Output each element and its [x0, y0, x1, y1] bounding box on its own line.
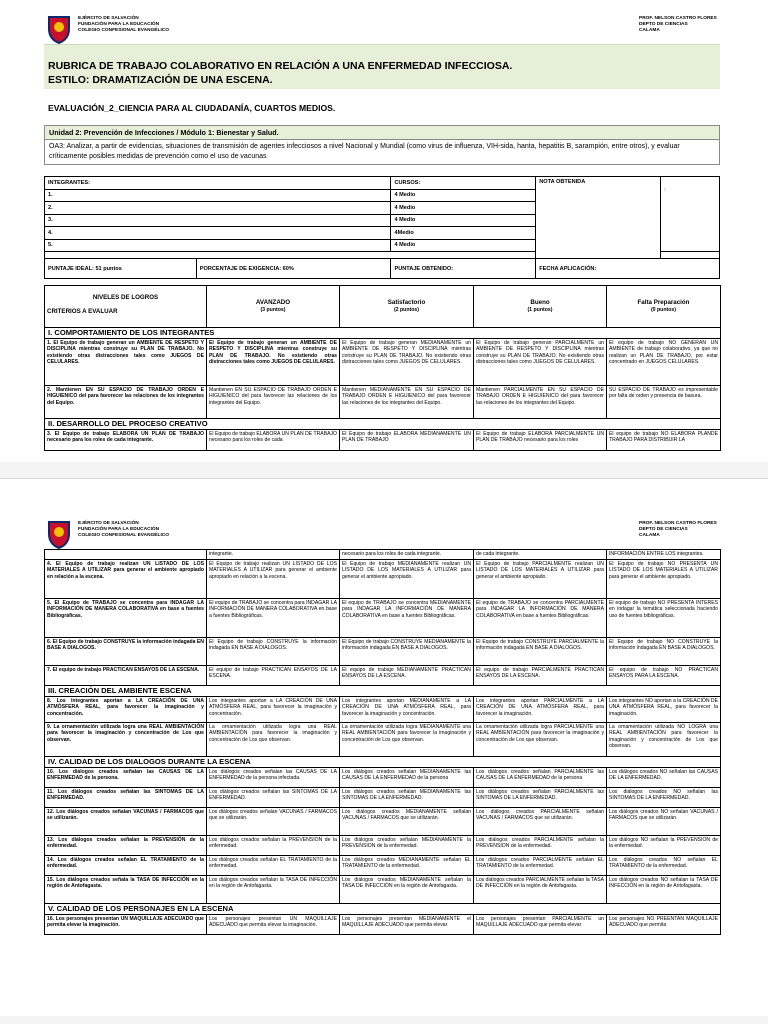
- criterion-11-satisfactorio: Los diálogos creados señalan MEDIANAMENTE las SINTOMAS DE LA ENFERMEDAD.: [340, 788, 474, 808]
- crest-logo-icon: [46, 14, 72, 44]
- title-line-2: ESTILO: DRAMATIZACIÓN DE UNA ESCENA.: [48, 74, 273, 86]
- criterion-5-bueno: El equipo de TRABAJO se concentra PARCIALMENTE para INDAGAR LA INFORMACIÓN DE MANERA COLABORATIVA en base a fuentes Bibliográficas.: [474, 599, 607, 638]
- criterion-7-falta: El equipo de trabajo NO PRACTICAN ENSAYOS PARA LA ESCENA.: [607, 666, 721, 686]
- criterion-1-avanzado: El Equipo de trabajo generan un AMBIENTE DE RESPETO Y DISCIPLINA mientras construye su PLAN DE TRABAJO. No existiendo otras distracciones tales como JUEGOS DE CELULARES.: [207, 339, 340, 386]
- criterion-4-bueno: El Equipo de trabajo PARCIALMENTE realizan UN LISTADO DE LOS MATERIALES A UTILIZAR para generar el ambiente apropiado.: [474, 560, 607, 599]
- header-line-2: FUNDACIÓN PARA LA EDUCACIÓN: [78, 22, 160, 27]
- criterion-14-falta: Los diálogos creados NO señalan EL TRATAMIENTO de la enfermedad.: [607, 856, 721, 876]
- criterion-16-falta: Los personajes NO PREENTAN MAQUILLAJE ADECUADO que permita: [607, 915, 721, 935]
- criterion-13: 13. Los diálogos creados señalan la PREVENSIÓN de la enfermedad.: [45, 836, 207, 856]
- curso-1: 4 Medio: [391, 189, 536, 202]
- criterion-2-avanzado: Mantienen EN SU ESPACIO DE TRABAJO ORDEN E HIGUIENICO del para favorecer las relaciones de los integrantes del Equipo.: [207, 386, 340, 419]
- curso-5: 4 Medio: [391, 239, 536, 252]
- criterion-10-falta: Los diálogos creados NO señalan las CAUSAS DE LA ENFERMEDAD.: [607, 768, 721, 788]
- criterion-15-satisfactorio: Los diálogos creados MEDIANAMENTE señalan la TASA DE INFECCIÓN en la región de Antofagasta.: [340, 876, 474, 904]
- criterion-13-bueno: Los diálogos creados PARCIALMENTE señalan la PREVENSION de la enfermedad.: [474, 836, 607, 856]
- criterion-6-avanzado: El Equipo de trabajo CONSTRUYE la información indagada EN BASE A DIALOGOS.: [207, 638, 340, 666]
- curso-4: 4Medio: [391, 227, 536, 240]
- criterion-1-falta: El equipo de trabajo NO GENERAN UN AMBIENTE de trabajo colaborativo, ya que no realizan un PLAN DE TRABAJO, por estar concentrado en JUEGOS CELULARES.: [607, 339, 721, 386]
- fecha-aplicacion[interactable]: FECHA APLICACIÓN:: [536, 259, 720, 279]
- criterion-11: 11. Los diálogos creados señalan las SINTOMAS DE LA ENFERMEDAD.: [45, 788, 207, 808]
- puntaje-ideal: PUNTAJE IDEAL: 51 puntos: [45, 259, 197, 279]
- criterion-2-falta: SU ESPACIO DE TRABAJO es impresentable por falta de orden y presencia de basura.: [607, 386, 721, 419]
- criterion-16: 16. Los personajes presentan UN MAQUILLAJE ADECUADO que permita elevar la imaginación.: [45, 915, 207, 935]
- criterion-3-falta-cont: INFORMACIÓN ENTRE LOS integrantes.: [607, 550, 721, 560]
- criterion-16-avanzado: Los personajes presentan UN MAQUILLAJE ADECUADO que permita elevar la imaginación.: [207, 915, 340, 935]
- teacher-header: [639, 521, 717, 539]
- criterion-6-falta: El Equipo de trabajo NO CONSTRUYE la información indagada EN BASE A DIALOGOS.: [607, 638, 721, 666]
- criterion-4-satisfactorio: El Equipo de trabajo MEDIANAMENTE realizan UN LISTADO DE LOS MATERIALES A UTILIZAR para generar el ambiente apropiado.: [340, 560, 474, 599]
- level-falta-pts: (0 puntos): [650, 306, 677, 313]
- student-row-5[interactable]: 5.: [45, 239, 391, 252]
- criterion-1: 1. El Equipo de trabajo generan un AMBIENTE DE RESPETO Y DISCIPLINA mientras construye su PLAN DE TRABAJO. No existiendo otras distracciones tales como JUEGOS DE CELULARES.: [45, 339, 207, 386]
- level-bueno-pts: (1 puntos): [527, 306, 553, 313]
- unit-box: [44, 125, 720, 165]
- unit-title: Unidad 2: Prevención de Infecciones / Módulo 1: Bienestar y Salud.: [45, 126, 719, 140]
- criterion-16-bueno: Los personajes presentan PARCIALMENTE un MAQUILLAJE ADECUADO que permita elevar: [474, 915, 607, 935]
- section-heading: V. CALIDAD DE LOS PERSONAJES EN LA ESCENA: [45, 904, 721, 915]
- criterion-11-falta: Los diálogos creados NO señalan las SINTOMAS DE LA ENFERMEDAD.: [607, 788, 721, 808]
- criterion-11-avanzado: Los diálogos creados señalan las SINTOMAS DE LA ENFERMEDAD.: [207, 788, 340, 808]
- criterion-13-satisfactorio: Los diálogos creados señalan MEDIANAMENTE la PREVENSION de la enfermedad.: [340, 836, 474, 856]
- criterion-9-bueno: La ornamentación utilizada logra PARCIALMENTE una REAL AMBIENTACIÓN para favorecer la imaginación y concentración de Los que observan.: [474, 723, 607, 757]
- criterion-14-avanzado: Los diálogos creados señalan EL TRATAMIENTO de la enfermedad.: [207, 856, 340, 876]
- section-heading: II. DESARROLLO DEL PROCESO CREATIVO: [45, 419, 721, 430]
- title-line-1: RUBRICA DE TRABAJO COLABORATIVO EN RELACIÓN A UNA ENFERMEDAD INFECCIOSA.: [48, 60, 513, 72]
- criterion-15-falta: Los diálogos creados NO señalan la TASA DE INFECCIÓN en la región de Antofagasta.: [607, 876, 721, 904]
- criterion-12-bueno: Los diálogos creados PARCIALMENTE señalan VACUNAS / FARMACOS que se utilizarán.: [474, 808, 607, 836]
- criterion-1-bueno: El Equipo de trabajo generan PARCIALMENTE un AMBIENTE DE RESPETO Y DISCIPLINA mientras construye su PLAN DE TRABAJO. No existiendo otras distracciones tales como JUEGOS DE CELULARES.: [474, 339, 607, 386]
- header-line-1: EJÉRCITO DE SALVACIÓN: [78, 16, 139, 21]
- criterion-3-avanzado-cont: integrante.: [207, 550, 340, 560]
- criterion-9-satisfactorio: La ornamentación utilizada logra MEDIANAMENTE una REAL AMBIENTACIÓN para favorecer la imaginación y concentración de Los que observan.: [340, 723, 474, 757]
- header-line-2: FUNDACIÓN PARA LA EDUCACIÓN: [78, 527, 160, 532]
- criterion-12: 12. Los diálogos creados señalan VACUNAS / FARMACOS que se utilizarán.: [45, 808, 207, 836]
- unit-objective: OA3: Analizar, a partir de evidencias, situaciones de transmisión de agentes infecciosos a nivel Nacional y Mundial (como virus de influenza, VIH-sida, hanta, hepatitis B, sarampión, entre otros), y evaluar críticamente posibles medidas de prevención como el uso de vacunas: [49, 143, 680, 160]
- header-line-3: COLEGIO CONFESIONAL EVANGÉLICO: [78, 533, 169, 538]
- criterion-14-satisfactorio: Los diálogos creados MEDIANAMENTE señalan EL TRATAMIENTO de la enfermedad.: [340, 856, 474, 876]
- criterion-15-bueno: Los diálogos creados PARCIALMENTE señalan la TASA DE INFECCIÓN en la región de Antofagasta.: [474, 876, 607, 904]
- criterion-9-avanzado: La ornamentación utilizada logra una REAL AMBIENTACIÓN para favorecer la imaginación y concentración de Los que observan.: [207, 723, 340, 757]
- criterion-3-avanzado: El Equipo de trabajo ELABORA UN PLAN DE TRABAJO necesario para los roles de cada: [207, 430, 340, 451]
- department: DEPTO DE CIENCIAS: [639, 22, 688, 27]
- criterion-9-falta: La ornamentación utilizada NO LOGRA una REAL AMBIENTACIÓN para favorecer la imaginación y concentración de Los que observan.: [607, 723, 721, 757]
- criterion-8-falta: Los integrantes NO aportan a la CREACIÓN DE UNA ATMÓSFERA REAL, para favorecer la imaginación.: [607, 697, 721, 723]
- criterion-2: 2. Mantienen EN SU ESPACIO DE TRABAJO ORDEN E HIGUIENICO del para favorecer las relaciones de los integrantes del Equipo.: [45, 386, 207, 419]
- criterion-6: 6. El Equipo de trabajo CONSTRUYE la información indagada EN BASE A DIALOGOS.: [45, 638, 207, 666]
- criterion-4-falta: El Equipo de trabajo NO PRESENTA UN LISTADO DE LOS MATERIALES A UTILIZAR para generar el ambiente apropiado.: [607, 560, 721, 599]
- criterion-3-bueno-cont: de cada integrante.: [474, 550, 607, 560]
- student-row-1[interactable]: 1.: [45, 189, 391, 202]
- porcentaje-exigencia: PORCENTAJE DE EXIGENCIA: 60%: [196, 259, 391, 279]
- criterion-3-satisfactorio: El Equipo de trabajo ELABORA MEDIANAMENTE UN PLAN DE TRABAJO: [340, 430, 474, 451]
- criterion-10-satisfactorio: Los diálogos creados señalan MEDIANAMENTE las CAUSAS DE LA ENFERMEDAD de la persona: [340, 768, 474, 788]
- criterion-12-avanzado: Los diálogos creados señalan VACUNAS / FARMACOS que se utilizarán.: [207, 808, 340, 836]
- section-heading: IV. CALIDAD DE LOS DIALOGOS DURANTE LA ESCENA: [45, 757, 721, 768]
- criterion-12-falta: Los diálogos creados NO señalan VACUNAS / FARMACOS que se utilizarán.: [607, 808, 721, 836]
- curso-3: 4 Medio: [391, 214, 536, 227]
- criterion-10-avanzado: Los diálogos creados señalan las CAUSAS DE LA ENFERMEDAD de la persona infectada.: [207, 768, 340, 788]
- level-bueno: Bueno: [530, 299, 550, 307]
- criterion-5-falta: El equipo de trabajo NO PRESENTA INTERES en indagar la temática seleccionada haciendo uso de fuentes bibliográficas.: [607, 599, 721, 638]
- criterion-8-avanzado: Los integrantes aportan a LA CREACIÓN DE UNA ATMÓSFERA REAL, para favorecer la imaginación y concentración.: [207, 697, 340, 723]
- student-row-4[interactable]: 4.: [45, 227, 391, 240]
- school-header: [46, 519, 169, 549]
- nota-label: NOTA OBTENIDA: [536, 177, 661, 259]
- criterion-3: 3. El Equipo de trabajo ELABORA UN PLAN DE TRABAJO necesario para los roles de cada integrante.: [45, 430, 207, 451]
- criterion-3-falta: El equipo de trabajo NO ELABORA PLANDE TRABAJO PARA DISTRIBUIR LA: [607, 430, 721, 451]
- niveles-label: NIVELES DE LOGROS: [92, 294, 159, 301]
- criterion-2-bueno: Mantienen PARCIALMENTE EN SU ESPACIO DE TRABAJO ORDEN E HIGUIENICO del para favorecer las relaciones de los integrantes del Equipo.: [474, 386, 607, 419]
- criterion-3-bueno: El Equipo de trabajo ELABORA PARCIALMENTE UN PLAN DE TRABAJO necesario para los roles: [474, 430, 607, 451]
- criterion-10-bueno: Los diálogos creados señalan PARCIALMENTE las CAUSAS DE LA ENFERMEDAD de la persona: [474, 768, 607, 788]
- criterion-2-satisfactorio: Mantienen MEDIANAMENTE EN SU ESPACIO DE TRABAJO ORDEN E HIGUIENICO del para favorecer las relaciones de los integrantes del Equipo.: [340, 386, 474, 419]
- criterion-1-satisfactorio: El Equipo de trabajo generan MEDIANAMENTE un AMBIENTE DE RESPETO Y DISCIPLINA mientras construye su PLAN DE TRABAJO. No existiendo otras distracciones tales como JUEGOS DE CELULARES.: [340, 339, 474, 386]
- level-avanzado-pts: (3 puntos): [260, 306, 286, 313]
- criterion-6-bueno: El Equipo de trabajo CONSTRUYE PARCIALMENTE la información indagada EN BASE A DIALOGOS.: [474, 638, 607, 666]
- puntaje-obtenido[interactable]: PUNTAJE OBTENIDO:: [391, 259, 536, 279]
- criterion-8: 8. Los integrantes aportan a LA CREACIÓN DE UNA ATMÓSFERA REAL, para favorecer la imaginación y concentración.: [45, 697, 207, 723]
- document-page-2: [0, 478, 768, 1024]
- criterion-7-satisfactorio: El equipo de trabajo MEDIANAMENTE PRACTICAN ENSAYOS DE LA ESCENA.: [340, 666, 474, 686]
- criterion-6-satisfactorio: El Equipo de trabajo CONSTRUYE MEDIANAMENTE la información indagada EN BASE A DIALOGOS.: [340, 638, 474, 666]
- student-row-3[interactable]: 3.: [45, 214, 391, 227]
- criterion-15-avanzado: Los diálogos creados señalan la TASA DE INFECCIÓN en la región de Antofagasta.: [207, 876, 340, 904]
- criterion-16-satisfactorio: Los personajes presentan MEDIANAMENTE el MAQUILLAJE ADECUADO que permita elevar: [340, 915, 474, 935]
- level-falta: Falta Preparación: [637, 299, 690, 307]
- page-gap: [0, 1016, 768, 1024]
- criterion-12-satisfactorio: Los diálogos creados MEDIANAMENTE señalan VACUNAS / FARMACOS que se utilizarán.: [340, 808, 474, 836]
- integrantes-label: INTEGRANTES:: [45, 177, 391, 190]
- level-satisfactorio-pts: (2 puntos): [393, 306, 420, 313]
- criterion-7-bueno: El equipo de trabajo PARCIALMENTE PRACTICAN ENSAYOS DE LA ESCENA.: [474, 666, 607, 686]
- criterion-8-satisfactorio: Los integrantes aportan MEDIANAMENTE a LA CREACIÓN DE UNA ATMÓSFERA REAL, para favorecer la imaginación y concentración.: [340, 697, 474, 723]
- city: CALAMA: [639, 533, 660, 538]
- title-box: [44, 44, 720, 89]
- criterion-14-bueno: Los diálogos creados PARCIALMENTE señalan EL TRATAMIENTO de la enfermedad.: [474, 856, 607, 876]
- rubric-table-page-2: [44, 549, 721, 935]
- criterion-15: 15. Los diálogos creados señala la TASA DE INFECCIÓN en la región de Antofagasta.: [45, 876, 207, 904]
- criterion-4: 4. El Equipo de trabajo realizan UN LISTADO DE LOS MATERIALES A UTILIZAR para generar el ambiente apropiado en relación a la escena.: [45, 560, 207, 599]
- teacher-name: PROF. NELSON CASTRO FLORES: [639, 521, 717, 526]
- criterion-13-avanzado: Los diálogos creados señalan la PREVENSION de la enfermedad.: [207, 836, 340, 856]
- evaluation-subtitle: EVALUACIÓN_2_CIENCIA PARA AL CIUDADANÍA, CUARTOS MEDIOS.: [48, 103, 336, 113]
- criterion-13-falta: Los diálogos NO señalan la PREVENSION de la enfermedad.: [607, 836, 721, 856]
- criterion-14: 14. Los diálogos creados señalan EL TRATAMIENTO de la enfermedad.: [45, 856, 207, 876]
- school-header: [46, 14, 169, 44]
- criterion-3-satisfactorio-cont: necesario para los roles de cada integrante.: [340, 550, 474, 560]
- criterion-5-avanzado: El equipo de TRABAJO se concentra para INDAGAR LA INFORMACIÓN DE MANERA COLABORATIVA en base a fuentes Bibliográficas.: [207, 599, 340, 638]
- level-avanzado: AVANZADO: [255, 299, 291, 307]
- cursos-label: CURSOS:: [391, 177, 536, 190]
- criterion-8-bueno: Los integrantes aportan PARCIALMENTE a LA CREACIÓN DE UNA ATMÓSFERA REAL, para favorecer la imaginación.: [474, 697, 607, 723]
- page-gap: [0, 462, 768, 478]
- section-heading: I. COMPORTAMIENTO DE LOS INTEGRANTES: [45, 328, 721, 339]
- criterion-5-satisfactorio: El equipo de TRABAJO se concentra MEDIANAMENTE para INDAGAR LA INFORMACIÓN DE MANERA COLABORATIVA en base a fuentes Bibliográficas.: [340, 599, 474, 638]
- crest-logo-icon: [46, 519, 72, 549]
- criterion-10: 10. Los diálogos creados señalan las CAUSAS DE LA ENFERMEDAD de la persona.: [45, 768, 207, 788]
- section-heading: III. CREACIÓN DEL AMBIENTE ESCENA: [45, 686, 721, 697]
- criterion-5: 5. El Equipo de TRABAJO se concentra para INDAGAR LA INFORMACIÓN DE MANERA COLABORATIVA en base a fuentes Bibliográficas.: [45, 599, 207, 638]
- rubric-table-page-1: [44, 285, 721, 451]
- criterion-4-avanzado: El Equipo de trabajo realizan UN LISTADO DE LOS MATERIALES A UTILIZAR para generar el ambiente apropiado en relación a la escena.: [207, 560, 340, 599]
- header-line-3: COLEGIO CONFESIONAL EVANGÉLICO: [78, 28, 169, 33]
- nota-box[interactable]: :: [661, 177, 720, 252]
- level-satisfactorio: Satisfactorio: [387, 299, 426, 307]
- criterion-7-avanzado: El equipo de trabajo PRACTICAN ENSAYOS DE LA ESCENA.: [207, 666, 340, 686]
- document-page-1: [0, 0, 768, 478]
- student-row-2[interactable]: 2.: [45, 202, 391, 215]
- teacher-header: [639, 16, 717, 34]
- criterion-7: 7. El equipo de trabajo PRACTICAN ENSAYOS DE LA ESCENA.: [45, 666, 207, 686]
- header-line-1: EJÉRCITO DE SALVACIÓN: [78, 521, 139, 526]
- criterion-9: 9. La ornamentación utilizada logra una REAL AMBIENTACIÓN para favorecer la imaginación y concentración de Los que observan.: [45, 723, 207, 757]
- teacher-name: PROF. NELSON CASTRO FLORES: [639, 16, 717, 21]
- curso-2: 4 Medio: [391, 202, 536, 215]
- criterion-11-bueno: Los diálogos creados señalan PARCIALMENTE las SINTOMAS DE LA ENFERMEDAD.: [474, 788, 607, 808]
- criterios-label: CRITERIOS A EVALUAR: [47, 308, 118, 316]
- city: CALAMA: [639, 28, 660, 33]
- students-table: [44, 176, 720, 279]
- department: DEPTO DE CIENCIAS: [639, 527, 688, 532]
